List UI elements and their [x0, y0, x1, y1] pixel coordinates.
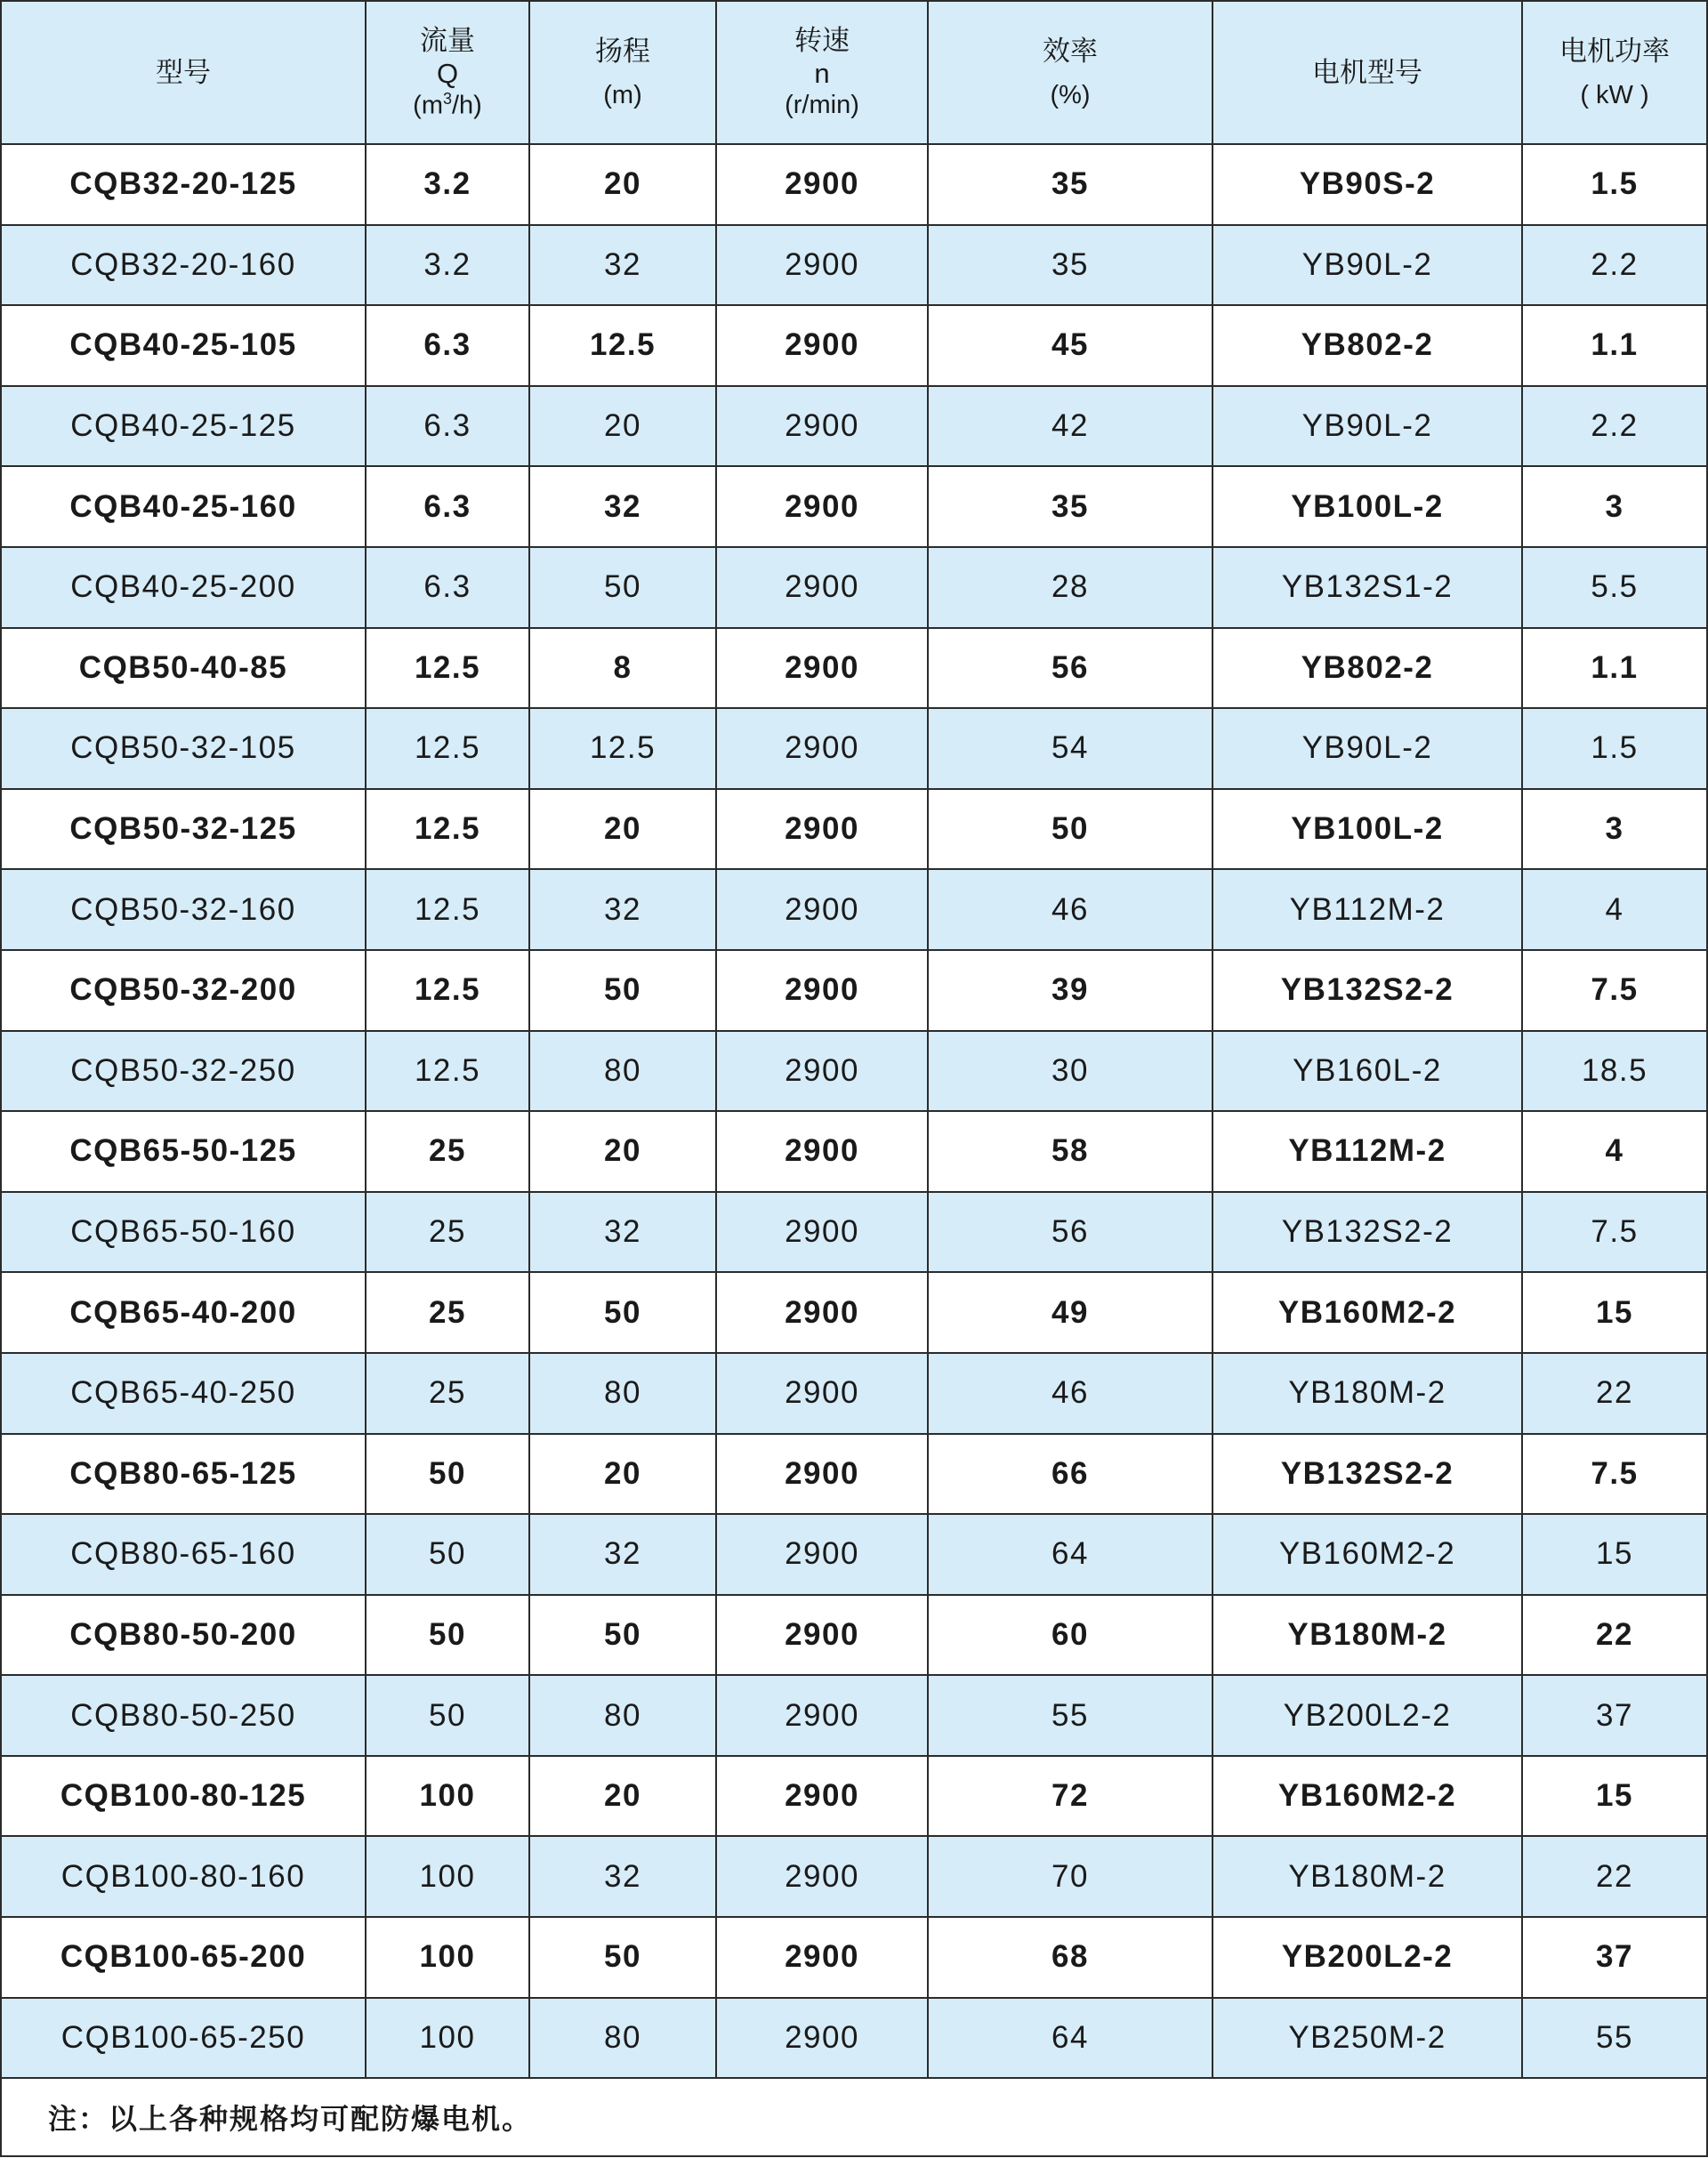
cell-head: 20: [529, 144, 716, 225]
cell-head: 32: [529, 1836, 716, 1917]
table-row: [1, 1111, 1707, 1192]
table-row: [1, 1917, 1707, 1998]
cell-flow: 50: [366, 1675, 529, 1756]
cell-efficiency: 46: [928, 1353, 1213, 1434]
cell-model: CQB50-32-125: [1, 789, 366, 870]
cell-head: 20: [529, 1111, 716, 1192]
cell-motor-power: 22: [1522, 1836, 1707, 1917]
cell-efficiency: 30: [928, 1031, 1213, 1112]
table-row: [1, 225, 1707, 306]
cell-flow: 12.5: [366, 1031, 529, 1112]
cell-motor-model: YB250M-2: [1213, 1998, 1522, 2079]
cell-motor-power: 15: [1522, 1514, 1707, 1595]
cell-speed: 2900: [716, 1998, 928, 2079]
table-row: [1, 1192, 1707, 1273]
cell-head: 32: [529, 466, 716, 547]
cell-speed: 2900: [716, 305, 928, 386]
cell-speed: 2900: [716, 708, 928, 789]
cell-model: CQB40-25-160: [1, 466, 366, 547]
cell-motor-model: YB132S2-2: [1213, 1192, 1522, 1273]
cell-head: 20: [529, 386, 716, 467]
cell-efficiency: 70: [928, 1836, 1213, 1917]
cell-model: CQB50-40-85: [1, 628, 366, 709]
table-row: [1, 1031, 1707, 1112]
cell-flow: 12.5: [366, 869, 529, 950]
cell-speed: 2900: [716, 1836, 928, 1917]
cell-flow: 12.5: [366, 950, 529, 1031]
cell-motor-power: 7.5: [1522, 950, 1707, 1031]
cell-efficiency: 72: [928, 1756, 1213, 1837]
cell-model: CQB65-50-125: [1, 1111, 366, 1192]
cell-efficiency: 42: [928, 386, 1213, 467]
cell-efficiency: 46: [928, 869, 1213, 950]
cell-model: CQB80-50-250: [1, 1675, 366, 1756]
cell-model: CQB40-25-125: [1, 386, 366, 467]
cell-efficiency: 64: [928, 1514, 1213, 1595]
cell-motor-model: YB112M-2: [1213, 869, 1522, 950]
header-speed: 转速 n (r/min): [716, 1, 928, 144]
cell-model: CQB80-65-125: [1, 1434, 366, 1515]
table-row: [1, 1836, 1707, 1917]
table-row: [1, 950, 1707, 1031]
cell-model: CQB80-50-200: [1, 1595, 366, 1676]
cell-motor-model: YB160M2-2: [1213, 1514, 1522, 1595]
cell-motor-power: 22: [1522, 1595, 1707, 1676]
table-row: [1, 708, 1707, 789]
note-text: 注：以上各种规格均可配防爆电机。: [1, 2078, 1707, 2156]
cell-speed: 2900: [716, 1111, 928, 1192]
cell-model: CQB65-40-200: [1, 1272, 366, 1353]
cell-model: CQB50-32-250: [1, 1031, 366, 1112]
cell-head: 50: [529, 1272, 716, 1353]
table-row: [1, 466, 1707, 547]
cell-speed: 2900: [716, 1272, 928, 1353]
cell-flow: 25: [366, 1353, 529, 1434]
cell-speed: 2900: [716, 144, 928, 225]
cell-model: CQB100-65-200: [1, 1917, 366, 1998]
table-row: [1, 628, 1707, 709]
cell-motor-power: 15: [1522, 1756, 1707, 1837]
cell-motor-power: 37: [1522, 1675, 1707, 1756]
cell-speed: 2900: [716, 1192, 928, 1273]
cell-head: 20: [529, 789, 716, 870]
cell-motor-power: 1.5: [1522, 144, 1707, 225]
cell-speed: 2900: [716, 1595, 928, 1676]
table-row: [1, 1272, 1707, 1353]
table-row: [1, 1675, 1707, 1756]
cell-head: 8: [529, 628, 716, 709]
cell-flow: 6.3: [366, 305, 529, 386]
cell-motor-model: YB100L-2: [1213, 466, 1522, 547]
cell-efficiency: 35: [928, 144, 1213, 225]
cell-speed: 2900: [716, 1514, 928, 1595]
cell-motor-model: YB90L-2: [1213, 708, 1522, 789]
cell-speed: 2900: [716, 466, 928, 547]
cell-model: CQB100-80-125: [1, 1756, 366, 1837]
cell-motor-model: YB180M-2: [1213, 1595, 1522, 1676]
cell-motor-model: YB180M-2: [1213, 1836, 1522, 1917]
cell-speed: 2900: [716, 869, 928, 950]
cell-head: 32: [529, 869, 716, 950]
cell-head: 20: [529, 1434, 716, 1515]
cell-head: 50: [529, 950, 716, 1031]
cell-head: 32: [529, 1192, 716, 1273]
cell-efficiency: 49: [928, 1272, 1213, 1353]
cell-motor-model: YB160M2-2: [1213, 1272, 1522, 1353]
cell-flow: 50: [366, 1595, 529, 1676]
cell-flow: 100: [366, 1836, 529, 1917]
cell-flow: 3.2: [366, 225, 529, 306]
cell-flow: 6.3: [366, 386, 529, 467]
cell-efficiency: 35: [928, 466, 1213, 547]
spec-table-body: [1, 144, 1707, 2078]
table-row: [1, 1998, 1707, 2079]
cell-flow: 6.3: [366, 547, 529, 628]
cell-motor-power: 4: [1522, 869, 1707, 950]
cell-head: 80: [529, 1998, 716, 2079]
cell-motor-power: 2.2: [1522, 225, 1707, 306]
cell-model: CQB40-25-105: [1, 305, 366, 386]
cell-efficiency: 28: [928, 547, 1213, 628]
cell-speed: 2900: [716, 789, 928, 870]
cell-motor-power: 22: [1522, 1353, 1707, 1434]
header-model: 型号: [1, 1, 366, 144]
cell-efficiency: 55: [928, 1675, 1213, 1756]
cell-speed: 2900: [716, 1353, 928, 1434]
cell-motor-power: 55: [1522, 1998, 1707, 2079]
cell-flow: 100: [366, 1756, 529, 1837]
cell-speed: 2900: [716, 386, 928, 467]
table-row: [1, 869, 1707, 950]
table-row: [1, 1595, 1707, 1676]
cell-speed: 2900: [716, 1434, 928, 1515]
cell-motor-power: 7.5: [1522, 1434, 1707, 1515]
cell-speed: 2900: [716, 628, 928, 709]
cell-motor-model: YB90S-2: [1213, 144, 1522, 225]
cell-head: 32: [529, 225, 716, 306]
cell-flow: 12.5: [366, 789, 529, 870]
cell-speed: 2900: [716, 1917, 928, 1998]
header-motor-power: 电机功率 ( kW ): [1522, 1, 1707, 144]
cell-motor-model: YB180M-2: [1213, 1353, 1522, 1434]
cell-head: 12.5: [529, 708, 716, 789]
cell-motor-model: YB132S2-2: [1213, 950, 1522, 1031]
cell-head: 80: [529, 1353, 716, 1434]
cell-flow: 6.3: [366, 466, 529, 547]
table-row: [1, 386, 1707, 467]
header-flow: 流量 Q $(m^3/h)$: [366, 1, 529, 144]
cell-motor-power: 18.5: [1522, 1031, 1707, 1112]
cell-efficiency: 39: [928, 950, 1213, 1031]
cell-motor-model: YB90L-2: [1213, 225, 1522, 306]
table-row: [1, 1434, 1707, 1515]
cell-motor-model: YB132S2-2: [1213, 1434, 1522, 1515]
table-row: [1, 547, 1707, 628]
cell-head: 12.5: [529, 305, 716, 386]
cell-efficiency: 35: [928, 225, 1213, 306]
cell-speed: 2900: [716, 1031, 928, 1112]
cell-motor-model: YB160M2-2: [1213, 1756, 1522, 1837]
cell-efficiency: 66: [928, 1434, 1213, 1515]
header-head: 扬程 (m): [529, 1, 716, 144]
header-row: [1, 1, 1707, 144]
cell-flow: 100: [366, 1998, 529, 2079]
cell-flow: 12.5: [366, 708, 529, 789]
note-row: [1, 2078, 1707, 2156]
cell-flow: 25: [366, 1192, 529, 1273]
cell-efficiency: 68: [928, 1917, 1213, 1998]
cell-motor-power: 1.1: [1522, 305, 1707, 386]
cell-speed: 2900: [716, 950, 928, 1031]
cell-model: CQB80-65-160: [1, 1514, 366, 1595]
cell-efficiency: 56: [928, 628, 1213, 709]
cell-motor-power: 3: [1522, 466, 1707, 547]
cell-motor-model: YB112M-2: [1213, 1111, 1522, 1192]
cell-flow: 25: [366, 1111, 529, 1192]
cell-flow: 100: [366, 1917, 529, 1998]
cell-efficiency: 56: [928, 1192, 1213, 1273]
table-row: [1, 1514, 1707, 1595]
cell-speed: 2900: [716, 225, 928, 306]
cell-motor-power: 1.5: [1522, 708, 1707, 789]
cell-motor-power: 1.1: [1522, 628, 1707, 709]
table-row: [1, 305, 1707, 386]
table-row: [1, 789, 1707, 870]
cell-flow: 3.2: [366, 144, 529, 225]
cell-speed: 2900: [716, 547, 928, 628]
cell-model: CQB65-40-250: [1, 1353, 366, 1434]
cell-model: CQB50-32-105: [1, 708, 366, 789]
cell-flow: 12.5: [366, 628, 529, 709]
cell-head: 80: [529, 1031, 716, 1112]
cell-flow: 50: [366, 1434, 529, 1515]
cell-head: 20: [529, 1756, 716, 1837]
cell-motor-model: YB200L2-2: [1213, 1675, 1522, 1756]
cell-model: CQB32-20-160: [1, 225, 366, 306]
cell-efficiency: 54: [928, 708, 1213, 789]
cell-motor-model: YB802-2: [1213, 305, 1522, 386]
cell-motor-model: YB160L-2: [1213, 1031, 1522, 1112]
cell-motor-power: 37: [1522, 1917, 1707, 1998]
cell-flow: 25: [366, 1272, 529, 1353]
cell-motor-model: YB132S1-2: [1213, 547, 1522, 628]
cell-head: 32: [529, 1514, 716, 1595]
table-row: [1, 144, 1707, 225]
cell-motor-model: YB200L2-2: [1213, 1917, 1522, 1998]
cell-efficiency: 60: [928, 1595, 1213, 1676]
cell-head: 50: [529, 547, 716, 628]
cell-model: CQB50-32-160: [1, 869, 366, 950]
header-efficiency: 效率 (%): [928, 1, 1213, 144]
cell-head: 80: [529, 1675, 716, 1756]
table-row: [1, 1756, 1707, 1837]
cell-speed: 2900: [716, 1675, 928, 1756]
cell-model: CQB32-20-125: [1, 144, 366, 225]
cell-efficiency: 45: [928, 305, 1213, 386]
cell-flow: 50: [366, 1514, 529, 1595]
cell-head: 50: [529, 1595, 716, 1676]
cell-speed: 2900: [716, 1756, 928, 1837]
cell-motor-model: YB802-2: [1213, 628, 1522, 709]
cell-motor-model: YB90L-2: [1213, 386, 1522, 467]
cell-motor-power: 2.2: [1522, 386, 1707, 467]
cell-head: 50: [529, 1917, 716, 1998]
cell-motor-model: YB100L-2: [1213, 789, 1522, 870]
table-row: [1, 1353, 1707, 1434]
cell-model: CQB100-80-160: [1, 1836, 366, 1917]
cell-motor-power: 5.5: [1522, 547, 1707, 628]
cell-efficiency: 64: [928, 1998, 1213, 2079]
cell-motor-power: 7.5: [1522, 1192, 1707, 1273]
cell-motor-power: 4: [1522, 1111, 1707, 1192]
cell-motor-power: 3: [1522, 789, 1707, 870]
cell-motor-power: 15: [1522, 1272, 1707, 1353]
cell-efficiency: 50: [928, 789, 1213, 870]
cell-model: CQB50-32-200: [1, 950, 366, 1031]
header-motor-model: 电机型号: [1213, 1, 1522, 144]
cell-efficiency: 58: [928, 1111, 1213, 1192]
cell-model: CQB100-65-250: [1, 1998, 366, 2079]
cell-model: CQB40-25-200: [1, 547, 366, 628]
cell-model: CQB65-50-160: [1, 1192, 366, 1273]
